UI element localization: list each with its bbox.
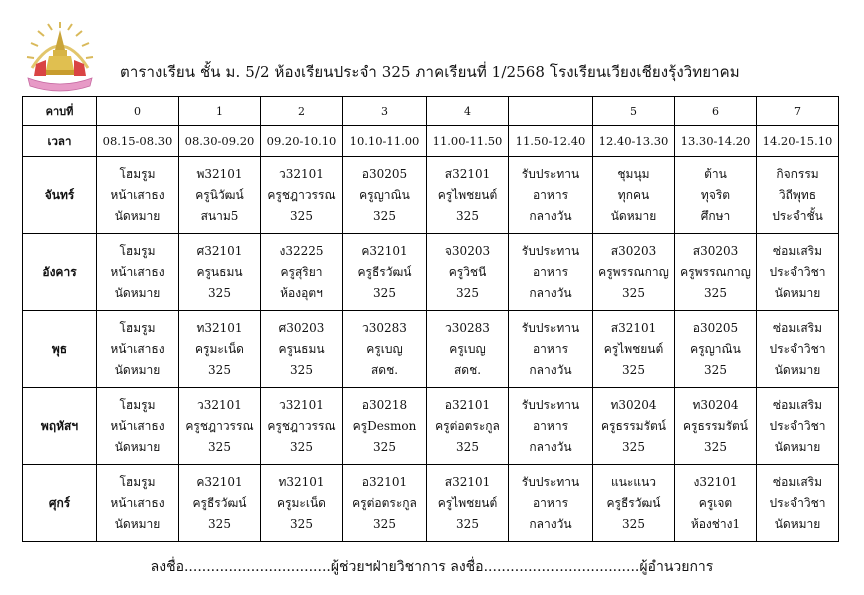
class-cell-line: 325 [208,516,231,531]
class-cell [509,311,593,388]
class-cell-line: ทุจริต [700,187,731,202]
period-number: 7 [757,97,839,126]
class-cell-line: รับประทาน [521,474,580,489]
class-cell-line: ทุกคน [617,187,650,202]
class-cell-line: ครูนธมน [196,264,243,279]
day-row [23,465,839,542]
class-cell-line: 325 [704,362,727,377]
class-cell [343,234,427,311]
class-cell-line: 325 [622,439,645,454]
class-cell [179,157,261,234]
class-cell-line: อ30218 [361,397,408,412]
class-cell [179,465,261,542]
day-name: จันทร์ [23,157,97,234]
class-cell-line: ว30283 [445,320,490,335]
class-cell-line: 325 [456,516,479,531]
timetable [22,96,839,542]
class-cell [179,311,261,388]
class-cell [427,388,509,465]
class-cell-line: รับประทาน [521,320,580,335]
time-label: เวลา [23,126,97,157]
period-number [509,97,593,126]
class-cell-line: ง32225 [279,243,324,258]
day-name: อังคาร [23,234,97,311]
class-cell-line: โฮมรูม [119,397,156,412]
class-cell-line: ครูมะเน็ด [195,341,244,356]
class-cell-line: ครูไพชยนต์ [603,341,664,356]
school-emblem-icon [22,20,98,92]
class-cell-line: ส30203 [610,243,657,258]
class-cell-line: ครูพรรณกาญ [598,264,669,279]
class-cell-line: ครูไพชยนต์ [437,187,498,202]
period-label: คาบที่ [23,97,97,126]
class-cell-line: ครูธรรมรัตน์ [682,418,749,433]
class-cell-line: พ32101 [196,166,243,181]
class-cell [757,388,839,465]
class-cell-line: สดช. [453,362,482,377]
class-cell-line: นัดหมาย [774,439,821,454]
class-cell [675,388,757,465]
class-cell-line: จ30203 [444,243,491,258]
class-cell [97,465,179,542]
class-cell-line: ว30283 [362,320,407,335]
class-cell-line: รับประทาน [521,243,580,258]
class-cell-line: ซ่อมเสริม [772,474,823,489]
class-cell-line: ประจำวิชา [769,495,826,510]
class-cell-line: ส30203 [692,243,739,258]
class-cell-line: ศึกษา [700,208,731,223]
class-cell [261,465,343,542]
class-cell [343,157,427,234]
class-cell [757,157,839,234]
class-cell-line: วิถีพุทธ [778,187,817,202]
class-cell-line: หน้าเสาธง [110,418,165,433]
class-cell [593,157,675,234]
class-cell-line: ส32101 [444,166,491,181]
class-cell-line: 325 [622,362,645,377]
class-cell-line: 325 [373,439,396,454]
class-cell-line: กลางวัน [529,439,572,454]
period-time: 08.30-09.20 [179,126,261,157]
period-number: 1 [179,97,261,126]
class-cell-line: 325 [290,439,313,454]
class-cell-line: 325 [456,285,479,300]
class-cell-line: อ32101 [361,474,408,489]
class-cell-line: 325 [373,516,396,531]
class-cell [509,465,593,542]
class-cell-line: สนาม5 [200,208,239,223]
class-cell-line: ครูต่อตระกูล [435,418,500,433]
class-cell-line: อาหาร [532,341,569,356]
day-name: พุธ [23,311,97,388]
class-cell [261,234,343,311]
class-cell-line: ครูต่อตระกูล [352,495,417,510]
class-cell-line: โฮมรูม [119,243,156,258]
period-number: 0 [97,97,179,126]
class-cell [757,234,839,311]
period-header-row [23,97,839,126]
day-name: ศุกร์ [23,465,97,542]
class-cell-line: นัดหมาย [610,208,657,223]
class-cell-line: 325 [290,208,313,223]
class-cell [675,234,757,311]
class-cell [261,157,343,234]
day-name: พฤหัสฯ [23,388,97,465]
class-cell-line: โฮมรูม [119,474,156,489]
class-cell-line: 325 [290,516,313,531]
class-cell [593,465,675,542]
class-cell [427,465,509,542]
class-cell-line: ว32101 [279,166,324,181]
class-cell-line: ครูชฎาวรรณ [267,418,336,433]
class-cell-line: ว32101 [197,397,242,412]
time-header-row [23,126,839,157]
class-cell-line: ค32101 [361,243,408,258]
class-cell-line: ครูญาณิน [359,187,410,202]
class-cell-line: อ32101 [444,397,491,412]
class-cell-line: 325 [704,285,727,300]
class-cell-line: อาหาร [532,495,569,510]
class-cell-line: หน้าเสาธง [110,264,165,279]
class-cell-line: ห้องช่าง1 [690,516,741,531]
class-cell [179,234,261,311]
class-cell-line: โฮมรูม [119,320,156,335]
class-cell [675,465,757,542]
class-cell-line: 325 [208,362,231,377]
class-cell [343,465,427,542]
class-cell [97,234,179,311]
class-cell-line: นัดหมาย [774,285,821,300]
class-cell-line: ครูธรรมรัตน์ [600,418,667,433]
signature-line: ลงชื่อ.................................ผู้ช่วยฯฝ่ายวิชาการ ลงชื่อ...................................ผู้อำนวยการ [150,559,714,575]
class-cell-line: นัดหมาย [774,516,821,531]
class-cell-line: ส32101 [610,320,657,335]
class-cell-line: ครูวิชนี [448,264,487,279]
period-number: 3 [343,97,427,126]
class-cell-line: ครูพรรณกาญ [680,264,751,279]
class-cell-line: อาหาร [532,187,569,202]
class-cell-line: อาหาร [532,264,569,279]
class-cell-line: นัดหมาย [114,439,161,454]
period-time: 09.20-10.10 [261,126,343,157]
class-cell [343,311,427,388]
class-cell-line: อ30205 [361,166,408,181]
class-cell-line: ท32101 [278,474,325,489]
class-cell-line: อ30205 [692,320,739,335]
class-cell-line: 325 [373,208,396,223]
class-cell-line: หน้าเสาธง [110,495,165,510]
class-cell-line: รับประทาน [521,397,580,412]
class-cell-line: 325 [456,208,479,223]
class-cell-line: 325 [208,285,231,300]
class-cell-line: ครูมะเน็ด [277,495,326,510]
class-cell-line: ประจำวิชา [769,418,826,433]
period-time: 10.10-11.00 [343,126,427,157]
class-cell [593,234,675,311]
class-cell [509,157,593,234]
period-time: 08.15-08.30 [97,126,179,157]
class-cell [97,157,179,234]
class-cell [427,157,509,234]
class-cell-line: หน้าเสาธง [110,341,165,356]
class-cell-line: ง32101 [693,474,738,489]
class-cell-line: 325 [290,362,313,377]
class-cell-line: ครูไพชยนต์ [437,495,498,510]
class-cell [427,311,509,388]
class-cell-line: ครูธีรวัฒน์ [192,495,247,510]
class-cell-line: ท32101 [196,320,243,335]
class-cell-line: ซ่อมเสริม [772,397,823,412]
class-cell-line: ครูเบญ [366,341,403,356]
class-cell-line: ครูธีรวัฒน์ [357,264,412,279]
class-cell [675,311,757,388]
class-cell-line: นัดหมาย [114,362,161,377]
class-cell-line: ห้องอุตฯ [280,285,323,300]
class-cell-line: ศ30203 [278,320,325,335]
class-cell-line: ต้าน [704,166,727,181]
class-cell-line: ครูชฎาวรรณ [185,418,254,433]
class-cell-line: ครูDesmon [352,418,417,433]
class-cell-line: 325 [208,439,231,454]
class-cell [509,388,593,465]
period-time: 11.00-11.50 [427,126,509,157]
class-cell-line: หน้าเสาธง [110,187,165,202]
class-cell-line: 325 [622,285,645,300]
period-number: 6 [675,97,757,126]
day-row [23,157,839,234]
class-cell-line: 325 [373,285,396,300]
class-cell-line: ว32101 [279,397,324,412]
class-cell-line: ครูญาณิน [690,341,741,356]
class-cell-line: 325 [456,439,479,454]
class-cell-line: กิจกรรม [776,166,819,181]
class-cell-line: ประจำวิชา [769,264,826,279]
class-cell-line: ครูนธมน [278,341,325,356]
class-cell-line: ชุมนุม [617,166,650,181]
period-time: 11.50-12.40 [509,126,593,157]
class-cell-line: นัดหมาย [114,516,161,531]
class-cell-line: 325 [622,516,645,531]
class-cell-line: อาหาร [532,418,569,433]
class-cell-line: ซ่อมเสริม [772,243,823,258]
class-cell-line: ครูสุริยา [280,264,323,279]
class-cell [757,311,839,388]
class-cell [509,234,593,311]
class-cell-line: นัดหมาย [114,285,161,300]
class-cell [261,388,343,465]
class-cell [757,465,839,542]
class-cell-line: ท30204 [610,397,657,412]
class-cell [97,388,179,465]
day-row [23,234,839,311]
class-cell [427,234,509,311]
class-cell-line: ครูเบญ [449,341,486,356]
period-number: 5 [593,97,675,126]
class-cell-line: 325 [704,439,727,454]
class-cell-line: ครูธีรวัฒน์ [606,495,661,510]
class-cell-line: กลางวัน [529,516,572,531]
period-time: 12.40-13.30 [593,126,675,157]
class-cell [593,388,675,465]
class-cell [179,388,261,465]
class-cell [675,157,757,234]
period-time: 14.20-15.10 [757,126,839,157]
class-cell-line: ครูนิวัฒน์ [195,187,244,202]
class-cell-line: นัดหมาย [774,362,821,377]
class-cell-line: ครูชฎาวรรณ [267,187,336,202]
class-cell-line: กลางวัน [529,208,572,223]
page-title: ตารางเรียน ชั้น ม. 5/2 ห้องเรียนประจำ 325 ภาคเรียนที่ 1/2568 โรงเรียนเวียงเชียงรุ้งวิทยาคม [120,63,740,81]
class-cell-line: โฮมรูม [119,166,156,181]
class-cell-line: ครูเจต [698,495,733,510]
class-cell-line: ซ่อมเสริม [772,320,823,335]
class-cell [593,311,675,388]
class-cell [261,311,343,388]
class-cell-line: กลางวัน [529,285,572,300]
class-cell-line: ประจำวิชา [769,341,826,356]
class-cell-line: ประจำชั้น [772,208,823,223]
class-cell-line: นัดหมาย [114,208,161,223]
class-cell-line: ศ32101 [196,243,243,258]
class-cell-line: รับประทาน [521,166,580,181]
class-cell [97,311,179,388]
class-cell-line: ส32101 [444,474,491,489]
day-row [23,388,839,465]
period-time: 13.30-14.20 [675,126,757,157]
class-cell-line: กลางวัน [529,362,572,377]
day-row [23,311,839,388]
period-number: 2 [261,97,343,126]
class-cell-line: ค32101 [196,474,243,489]
class-cell-line: ท30204 [692,397,739,412]
class-cell [343,388,427,465]
class-cell-line: แนะแนว [610,474,657,489]
class-cell-line: สดช. [370,362,399,377]
period-number: 4 [427,97,509,126]
